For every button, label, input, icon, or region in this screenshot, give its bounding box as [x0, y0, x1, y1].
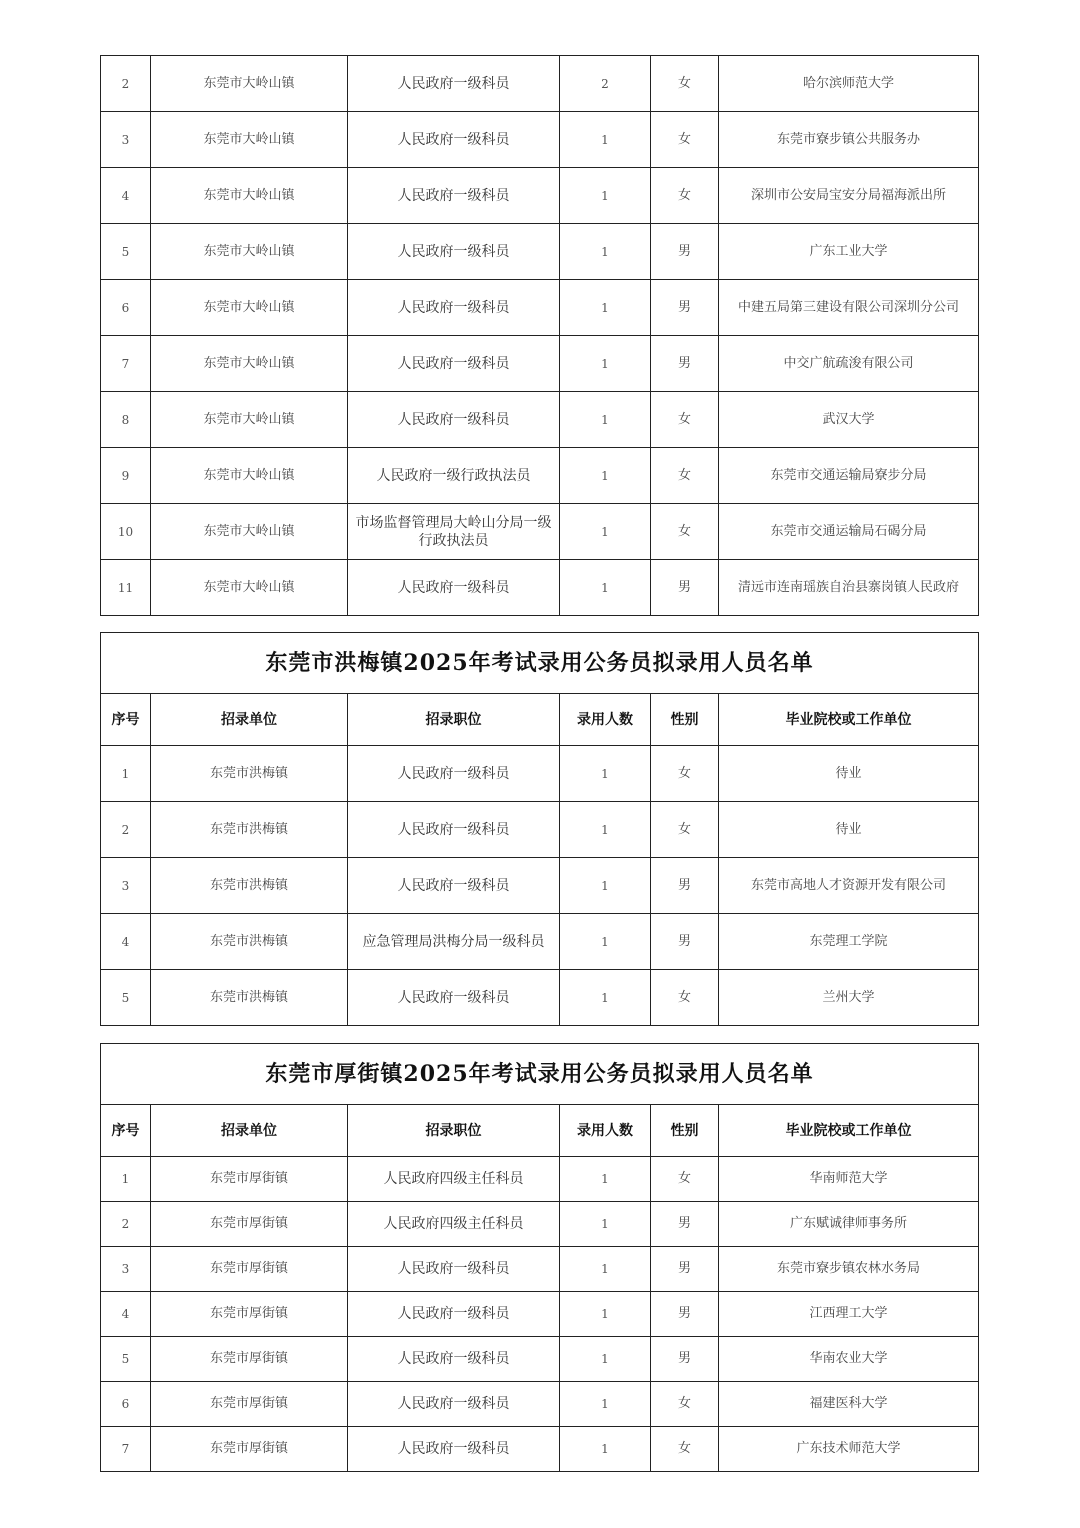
header-position: 招录职位	[348, 1105, 560, 1157]
cell-position: 人民政府一级科员	[348, 970, 560, 1026]
cell-gender: 女	[651, 970, 719, 1026]
header-index: 序号	[101, 694, 151, 746]
cell-position: 人民政府一级科员	[348, 224, 560, 280]
dalingshan-table	[100, 55, 979, 616]
cell-school: 东莞市寮步镇农林水务局	[719, 1247, 979, 1292]
cell-index: 7	[101, 1427, 151, 1472]
cell-position: 人民政府一级科员	[348, 112, 560, 168]
cell-unit: 东莞市厚街镇	[151, 1337, 348, 1382]
cell-count: 1	[560, 1382, 651, 1427]
cell-index: 4	[101, 168, 151, 224]
hongmei-table-body	[101, 746, 979, 1026]
cell-unit: 东莞市洪梅镇	[151, 970, 348, 1026]
hongmei-table	[100, 632, 979, 1026]
cell-count: 1	[560, 504, 651, 560]
cell-index: 5	[101, 1337, 151, 1382]
cell-index: 9	[101, 448, 151, 504]
table-row	[101, 1202, 979, 1247]
cell-gender: 女	[651, 112, 719, 168]
cell-count: 1	[560, 336, 651, 392]
cell-count: 1	[560, 1202, 651, 1247]
cell-gender: 男	[651, 336, 719, 392]
cell-index: 5	[101, 224, 151, 280]
cell-school: 兰州大学	[719, 970, 979, 1026]
cell-unit: 东莞市洪梅镇	[151, 802, 348, 858]
cell-count: 1	[560, 1337, 651, 1382]
cell-school: 江西理工大学	[719, 1292, 979, 1337]
cell-position: 人民政府一级科员	[348, 858, 560, 914]
cell-unit: 东莞市大岭山镇	[151, 224, 348, 280]
header-gender: 性别	[651, 1105, 719, 1157]
cell-school: 东莞市交通运输局石碣分局	[719, 504, 979, 560]
cell-position: 人民政府一级科员	[348, 280, 560, 336]
table-row	[101, 112, 979, 168]
header-gender: 性别	[651, 694, 719, 746]
cell-gender: 男	[651, 224, 719, 280]
cell-school: 武汉大学	[719, 392, 979, 448]
cell-school: 中建五局第三建设有限公司深圳分公司	[719, 280, 979, 336]
cell-position: 人民政府一级科员	[348, 802, 560, 858]
cell-position: 人民政府一级科员	[348, 746, 560, 802]
cell-position: 人民政府四级主任科员	[348, 1202, 560, 1247]
table-row	[101, 1427, 979, 1472]
cell-gender: 男	[651, 914, 719, 970]
cell-position: 人民政府一级行政执法员	[348, 448, 560, 504]
cell-index: 6	[101, 1382, 151, 1427]
table-row	[101, 560, 979, 616]
table-row	[101, 392, 979, 448]
cell-position: 人民政府一级科员	[348, 560, 560, 616]
cell-gender: 男	[651, 1337, 719, 1382]
table-row	[101, 1292, 979, 1337]
cell-index: 4	[101, 1292, 151, 1337]
cell-position: 人民政府一级科员	[348, 336, 560, 392]
cell-count: 1	[560, 392, 651, 448]
table-title: 东莞市厚街镇2025年考试录用公务员拟录用人员名单	[101, 1044, 979, 1105]
cell-school: 中交广航疏浚有限公司	[719, 336, 979, 392]
cell-index: 7	[101, 336, 151, 392]
cell-school: 深圳市公安局宝安分局福海派出所	[719, 168, 979, 224]
cell-count: 1	[560, 448, 651, 504]
header-count: 录用人数	[560, 1105, 651, 1157]
cell-count: 1	[560, 1427, 651, 1472]
table-row	[101, 970, 979, 1026]
table-row	[101, 224, 979, 280]
cell-gender: 女	[651, 746, 719, 802]
cell-gender: 男	[651, 560, 719, 616]
houjie-table	[100, 1043, 979, 1472]
table-title: 东莞市洪梅镇2025年考试录用公务员拟录用人员名单	[101, 633, 979, 694]
houjie-table-body	[101, 1157, 979, 1472]
header-school: 毕业院校或工作单位	[719, 1105, 979, 1157]
cell-unit: 东莞市洪梅镇	[151, 914, 348, 970]
cell-position: 人民政府一级科员	[348, 1382, 560, 1427]
table-row	[101, 280, 979, 336]
cell-position: 人民政府一级科员	[348, 1427, 560, 1472]
cell-count: 1	[560, 858, 651, 914]
header-row	[101, 694, 979, 746]
cell-gender: 女	[651, 802, 719, 858]
header-position: 招录职位	[348, 694, 560, 746]
dalingshan-table-body	[101, 56, 979, 616]
cell-count: 1	[560, 970, 651, 1026]
cell-school: 东莞市高地人才资源开发有限公司	[719, 858, 979, 914]
table-row	[101, 56, 979, 112]
cell-index: 5	[101, 970, 151, 1026]
cell-gender: 男	[651, 1292, 719, 1337]
cell-unit: 东莞市厚街镇	[151, 1247, 348, 1292]
cell-unit: 东莞市大岭山镇	[151, 504, 348, 560]
header-unit: 招录单位	[151, 694, 348, 746]
cell-school: 华南师范大学	[719, 1157, 979, 1202]
cell-school: 广东赋诚律师事务所	[719, 1202, 979, 1247]
cell-index: 1	[101, 1157, 151, 1202]
cell-position: 人民政府一级科员	[348, 392, 560, 448]
cell-position: 人民政府一级科员	[348, 1247, 560, 1292]
cell-index: 4	[101, 914, 151, 970]
table-row	[101, 914, 979, 970]
cell-position: 人民政府一级科员	[348, 168, 560, 224]
cell-unit: 东莞市大岭山镇	[151, 56, 348, 112]
table-row	[101, 746, 979, 802]
cell-index: 3	[101, 858, 151, 914]
cell-school: 华南农业大学	[719, 1337, 979, 1382]
table-row	[101, 1157, 979, 1202]
header-school: 毕业院校或工作单位	[719, 694, 979, 746]
table-row	[101, 858, 979, 914]
cell-unit: 东莞市厚街镇	[151, 1382, 348, 1427]
table-row	[101, 1337, 979, 1382]
table-row	[101, 1382, 979, 1427]
table-row	[101, 504, 979, 560]
cell-count: 1	[560, 280, 651, 336]
cell-unit: 东莞市厚街镇	[151, 1157, 348, 1202]
cell-index: 10	[101, 504, 151, 560]
cell-school: 哈尔滨师范大学	[719, 56, 979, 112]
table-row	[101, 1247, 979, 1292]
cell-index: 2	[101, 56, 151, 112]
cell-gender: 女	[651, 448, 719, 504]
cell-gender: 女	[651, 1157, 719, 1202]
cell-school: 广东工业大学	[719, 224, 979, 280]
cell-unit: 东莞市大岭山镇	[151, 168, 348, 224]
cell-school: 待业	[719, 802, 979, 858]
cell-unit: 东莞市大岭山镇	[151, 448, 348, 504]
cell-gender: 女	[651, 1382, 719, 1427]
cell-index: 2	[101, 802, 151, 858]
cell-unit: 东莞市大岭山镇	[151, 560, 348, 616]
cell-unit: 东莞市大岭山镇	[151, 336, 348, 392]
cell-position: 市场监督管理局大岭山分局一级行政执法员	[348, 504, 560, 560]
cell-school: 东莞理工学院	[719, 914, 979, 970]
cell-count: 1	[560, 112, 651, 168]
cell-gender: 女	[651, 56, 719, 112]
cell-index: 6	[101, 280, 151, 336]
cell-unit: 东莞市厚街镇	[151, 1427, 348, 1472]
cell-count: 1	[560, 746, 651, 802]
cell-count: 1	[560, 914, 651, 970]
cell-school: 东莞市寮步镇公共服务办	[719, 112, 979, 168]
cell-unit: 东莞市洪梅镇	[151, 746, 348, 802]
cell-gender: 男	[651, 1202, 719, 1247]
header-index: 序号	[101, 1105, 151, 1157]
cell-position: 人民政府一级科员	[348, 1337, 560, 1382]
cell-unit: 东莞市厚街镇	[151, 1202, 348, 1247]
cell-school: 待业	[719, 746, 979, 802]
cell-gender: 男	[651, 1247, 719, 1292]
table-row	[101, 336, 979, 392]
header-count: 录用人数	[560, 694, 651, 746]
cell-count: 1	[560, 802, 651, 858]
cell-count: 2	[560, 56, 651, 112]
cell-school: 福建医科大学	[719, 1382, 979, 1427]
cell-unit: 东莞市厚街镇	[151, 1292, 348, 1337]
cell-unit: 东莞市大岭山镇	[151, 392, 348, 448]
cell-index: 2	[101, 1202, 151, 1247]
cell-count: 1	[560, 1292, 651, 1337]
table-row	[101, 802, 979, 858]
cell-gender: 男	[651, 280, 719, 336]
cell-index: 3	[101, 1247, 151, 1292]
cell-position: 人民政府一级科员	[348, 56, 560, 112]
cell-unit: 东莞市洪梅镇	[151, 858, 348, 914]
cell-position: 人民政府一级科员	[348, 1292, 560, 1337]
cell-count: 1	[560, 1247, 651, 1292]
cell-count: 1	[560, 560, 651, 616]
header-row	[101, 1105, 979, 1157]
cell-gender: 女	[651, 168, 719, 224]
cell-school: 东莞市交通运输局寮步分局	[719, 448, 979, 504]
cell-unit: 东莞市大岭山镇	[151, 280, 348, 336]
cell-gender: 男	[651, 858, 719, 914]
cell-count: 1	[560, 224, 651, 280]
cell-unit: 东莞市大岭山镇	[151, 112, 348, 168]
cell-gender: 女	[651, 1427, 719, 1472]
cell-count: 1	[560, 168, 651, 224]
cell-count: 1	[560, 1157, 651, 1202]
cell-index: 11	[101, 560, 151, 616]
cell-position: 应急管理局洪梅分局一级科员	[348, 914, 560, 970]
cell-gender: 女	[651, 392, 719, 448]
table-row	[101, 448, 979, 504]
cell-school: 广东技术师范大学	[719, 1427, 979, 1472]
table-row	[101, 168, 979, 224]
cell-index: 8	[101, 392, 151, 448]
cell-position: 人民政府四级主任科员	[348, 1157, 560, 1202]
cell-index: 3	[101, 112, 151, 168]
cell-school: 清远市连南瑶族自治县寨岗镇人民政府	[719, 560, 979, 616]
cell-index: 1	[101, 746, 151, 802]
header-unit: 招录单位	[151, 1105, 348, 1157]
cell-gender: 女	[651, 504, 719, 560]
